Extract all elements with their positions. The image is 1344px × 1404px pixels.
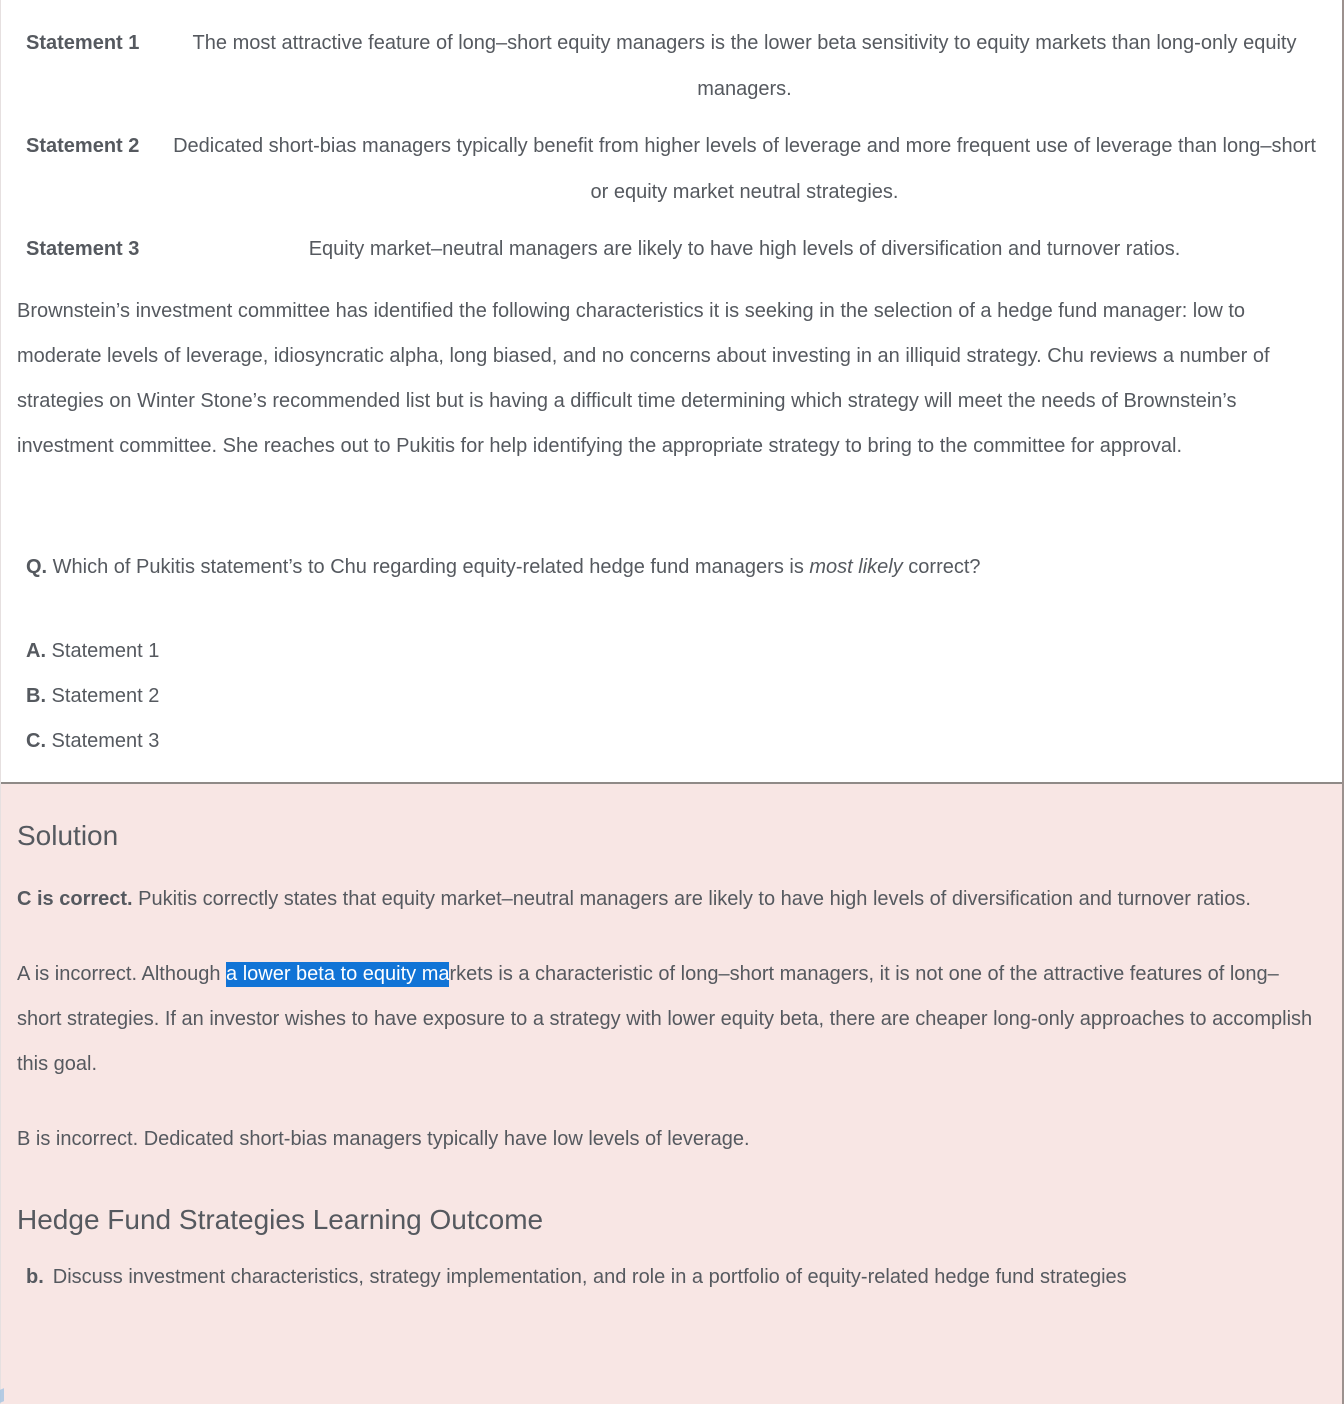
solution-section [1, 782, 1342, 1404]
learning-outcome-letter: b. [26, 1266, 44, 1288]
question-italic-phrase: most likely [809, 556, 903, 578]
question-text [17, 545, 1324, 590]
statement-2-text: Dedicated short-bias managers typically benefit from higher levels of leverage and more frequent use of leverage than long–short or equity market neutral strategies. [173, 135, 1316, 203]
bottom-left-artifact [0, 1388, 4, 1403]
learning-outcome-text: Discuss investment characteristics, strategy implementation, and role in a portfolio of equity-related hedge fund strategies [52, 1266, 1127, 1288]
case-paragraph: Brownstein’s investment committee has identified the following characteristics it is seeking in the selection of a hedge fund manager: low to moderate levels of leverage, idiosyncratic alpha, long biased, and no concerns about investing in an illiquid strategy. Chu reviews a number of strategies on Winter Stone’s recommended list but is having a difficult time determining which strategy will meet the needs of Brownstein’s investment committee. She reaches out to Pukitis for help identifying the appropriate strategy to bring to the committee for approval. [17, 300, 1270, 457]
option-b[interactable] [26, 674, 1324, 719]
solution-a-after: rkets is a characteristic of long–short managers, it is not one of the attractive features of long–short strategies. If an investor wishes to have exposure to a strategy with lower equity beta, there are cheaper long-only approaches to accomplish this goal. [17, 963, 1313, 1075]
option-b-text: Statement 2 [46, 685, 160, 707]
option-a[interactable] [26, 629, 1324, 674]
question-prefix: Q. [26, 556, 48, 578]
solution-title: Solution [17, 820, 119, 851]
statement-row-2 [17, 123, 1324, 215]
text-selection-highlight: a lower beta to equity ma [226, 963, 450, 985]
statement-row-1 [17, 20, 1324, 112]
option-c-text: Statement 3 [46, 730, 160, 752]
solution-answer-bold: C is correct. [17, 888, 133, 910]
option-c-letter: C. [26, 730, 46, 752]
learning-outcome-item [17, 1259, 1324, 1295]
question-before-italic: Which of Pukitis statement’s to Chu regarding equity-related hedge fund managers is [47, 556, 810, 578]
question-after-italic: correct? [902, 556, 981, 578]
option-a-text: Statement 1 [46, 640, 160, 662]
solution-a-before: A is incorrect. Although [17, 963, 227, 985]
learning-outcome-heading: Hedge Fund Strategies Learning Outcome [17, 1204, 544, 1235]
statement-3-text: Equity market–neutral managers are likely to have high levels of diversification and turnover ratios. [308, 238, 1181, 260]
question-section [1, 0, 1342, 782]
solution-answer-paragraph [17, 877, 1324, 922]
solution-b-paragraph: B is incorrect. Dedicated short-bias managers typically have low levels of leverage. [17, 1128, 750, 1150]
statement-1-text: The most attractive feature of long–short equity managers is the lower beta sensitivity to equity markets than long-only equity managers. [192, 32, 1297, 100]
statement-row-3 [17, 226, 1324, 272]
option-a-letter: A. [26, 640, 46, 662]
answer-options [17, 629, 1324, 764]
solution-answer-rest: Pukitis correctly states that equity market–neutral managers are likely to have high levels of diversification and turnover ratios. [132, 888, 1251, 910]
statement-2-label: Statement 2 [26, 135, 140, 157]
option-b-letter: B. [26, 685, 46, 707]
option-c[interactable] [26, 719, 1324, 764]
statement-3-label: Statement 3 [26, 238, 140, 260]
solution-a-paragraph [17, 952, 1324, 1087]
statement-1-label: Statement 1 [26, 32, 140, 54]
